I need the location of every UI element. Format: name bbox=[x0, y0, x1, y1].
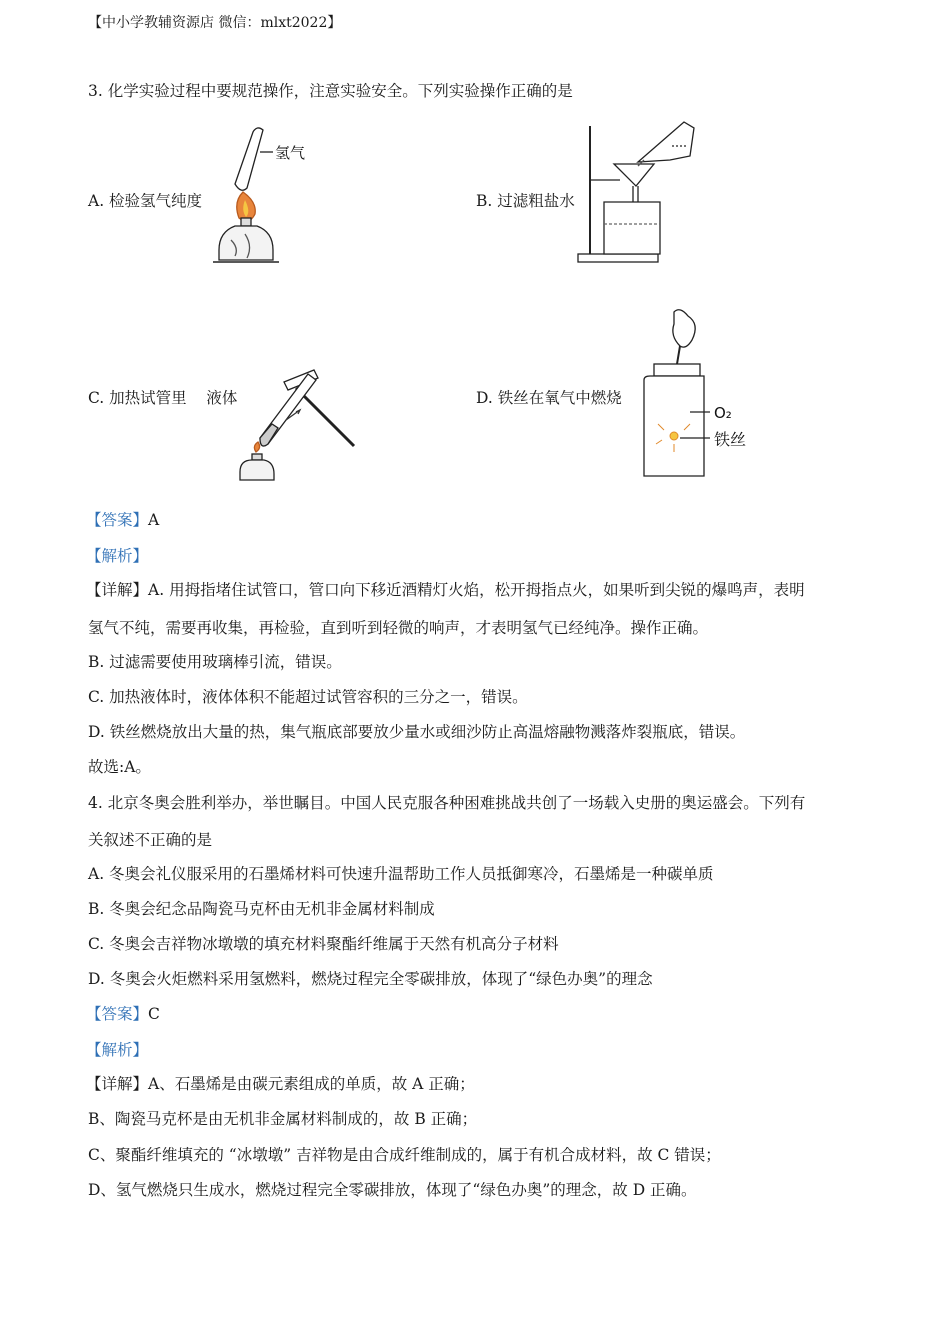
q3-option-b: B. 过滤粗盐水 bbox=[476, 192, 575, 210]
q3-stem: 3. 化学实验过程中要规范操作，注意实验安全。下列实验操作正确的是 bbox=[88, 82, 573, 100]
q3-answer-line bbox=[86, 509, 159, 531]
figure-filtration bbox=[576, 116, 701, 266]
q4-detail-line-2: B、陶瓷马克杯是由无机非金属材料制成的，故 B 正确； bbox=[88, 1110, 478, 1128]
q3-detail-line-6: 故选:A。 bbox=[88, 758, 151, 776]
q3-detail-tag: 【详解】 bbox=[86, 581, 149, 599]
figure-hydrogen-test bbox=[205, 122, 315, 267]
watermark-header: 【中小学教辅资源店 微信：mlxt2022】 bbox=[88, 15, 342, 31]
q4-option-c: C. 冬奥会吉祥物冰墩墩的填充材料聚酯纤维属于天然有机高分子材料 bbox=[88, 935, 559, 953]
label-hydrogen: 氢气 bbox=[275, 144, 306, 162]
q3-analysis-tag: 【解析】 bbox=[86, 547, 149, 565]
q4-stem-line-2: 关叙述不正确的是 bbox=[88, 831, 213, 849]
q3-detail-line-4: C. 加热液体时，液体体积不能超过试管容积的三分之一，错误。 bbox=[88, 688, 528, 706]
q4-detail-line-1 bbox=[86, 1073, 475, 1095]
q3-detail-line-3: B. 过滤需要使用玻璃棒引流，错误。 bbox=[88, 653, 342, 671]
q3-option-a: A. 检验氢气纯度 bbox=[88, 192, 203, 210]
q4-analysis-tag: 【解析】 bbox=[86, 1041, 149, 1059]
q4-option-d: D. 冬奥会火炬燃料采用氢燃料，燃烧过程完全零碳排放，体现了“绿色办奥”的理念 bbox=[88, 970, 653, 988]
q3-detail-line-5: D. 铁丝燃烧放出大量的热，集气瓶底部要放少量水或细沙防止高温熔融物溅落炸裂瓶底，错误。 bbox=[88, 723, 746, 741]
q3-detail-text-1: A. 用拇指堵住试管口，管口向下移近酒精灯火焰，松开拇指点火，如果听到尖锐的爆鸣声，表明 bbox=[148, 581, 805, 599]
q4-option-a: A. 冬奥会礼仪服采用的石墨烯材料可快速升温帮助工作人员抵御寒冷，石墨烯是一种碳单质 bbox=[88, 865, 714, 883]
q4-detail-line-3: C、聚酯纤维填充的 “冰墩墩” 吉祥物是由合成纤维制成的，属于有机合成材料，故 C 错误； bbox=[88, 1146, 721, 1164]
q4-detail-tag: 【详解】 bbox=[86, 1075, 149, 1093]
q4-answer-line bbox=[86, 1003, 160, 1025]
label-oxygen: O₂ bbox=[714, 404, 732, 422]
q3-option-c: C. 加热试管里 液体 bbox=[88, 389, 238, 407]
q4-detail-text-1: A、石墨烯是由碳元素组成的单质，故 A 正确； bbox=[148, 1075, 475, 1093]
q3-detail-line-2: 氢气不纯，需要再收集，再检验，直到听到轻微的响声，才表明氢气已经纯净。操作正确。 bbox=[88, 619, 709, 637]
q3-detail-line-1 bbox=[86, 579, 805, 601]
figure-heating-liquid bbox=[236, 366, 361, 484]
q4-answer-tag: 【答案】 bbox=[86, 1005, 149, 1023]
figure-iron-burning bbox=[640, 306, 760, 484]
q4-stem-line-1: 4. 北京冬奥会胜利举办，举世瞩目。中国人民克服各种困难挑战共创了一场载入史册的奥运盛会。下列有 bbox=[88, 794, 806, 812]
q4-answer-value: C bbox=[148, 1005, 160, 1023]
label-iron-wire: 铁丝 bbox=[714, 430, 747, 449]
q3-option-d: D. 铁丝在氧气中燃烧 bbox=[476, 389, 622, 407]
q3-answer-value: A bbox=[148, 511, 160, 529]
q4-detail-line-4: D、氢气燃烧只生成水，燃烧过程完全零碳排放，体现了“绿色办奥”的理念，故 D 正确。 bbox=[88, 1181, 697, 1199]
q4-option-b: B. 冬奥会纪念品陶瓷马克杯由无机非金属材料制成 bbox=[88, 900, 435, 918]
q3-answer-tag: 【答案】 bbox=[86, 511, 149, 529]
